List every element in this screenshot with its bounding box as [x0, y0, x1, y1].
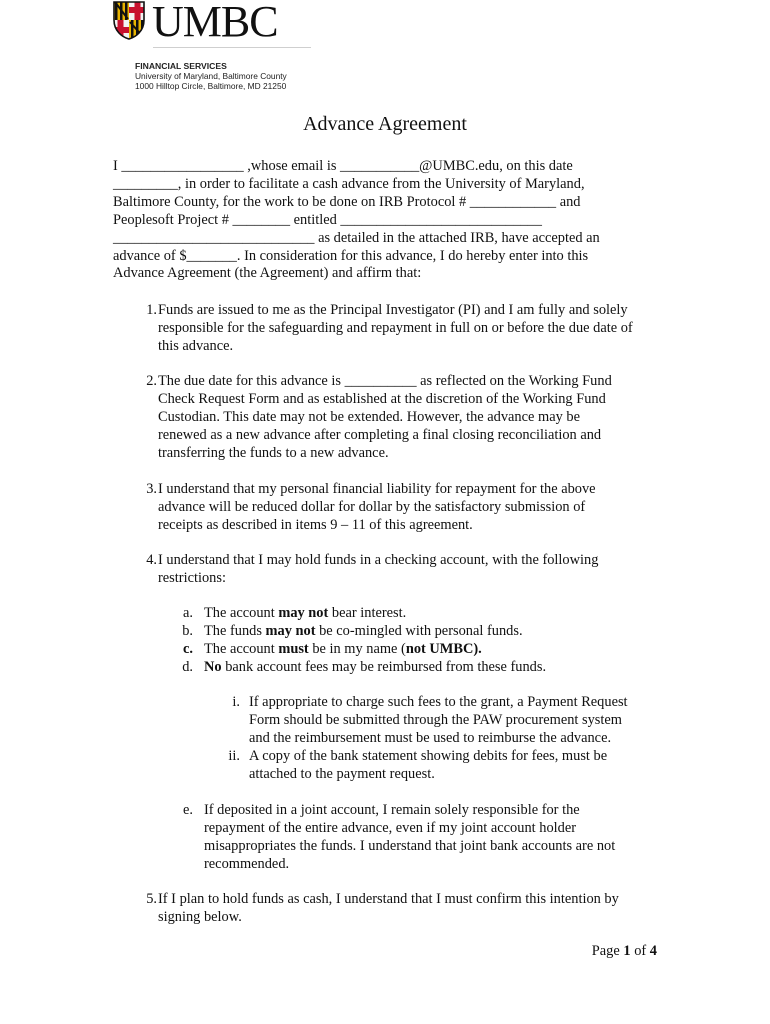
restriction-line: If deposited in a joint account, I remain solely responsible for the	[204, 802, 580, 818]
subitem-line: attached to the payment request.	[249, 765, 435, 782]
list-item	[158, 481, 668, 535]
restriction-line: repayment of the entire advance, even if my joint account holder	[204, 819, 577, 836]
restriction-line: misappropriates the funds. I understand that joint bank accounts are not	[204, 837, 616, 854]
page-label: Page	[591, 943, 620, 959]
intro-line: ____________________________ as detailed in the attached IRB, have accepted an	[113, 229, 600, 246]
restriction-text: The funds	[204, 623, 266, 639]
intro-line: Peoplesoft Project # ________ entitled ____________________________	[113, 211, 542, 228]
item-line: transferring the funds to a new advance.	[158, 444, 389, 461]
restriction-line: recommended.	[204, 855, 290, 872]
restriction-item	[204, 659, 664, 677]
item-line: signing below.	[158, 908, 242, 925]
item-number: 3.	[146, 481, 157, 497]
intro-line: Advance Agreement (the Agreement) and affirm that:	[113, 265, 422, 282]
item-line: If I plan to hold funds as cash, I understand that I must confirm this intention by	[158, 891, 619, 907]
list-item	[158, 891, 668, 927]
item-number: 1.	[146, 302, 157, 318]
restriction-text: The account	[204, 641, 279, 657]
restriction-text: be in my name (	[308, 641, 406, 657]
restriction-emphasis: must	[278, 641, 309, 657]
item-line: this advance.	[158, 337, 234, 354]
item-line: I understand that my personal financial liability for repayment for the above	[158, 481, 596, 497]
item-line: advance will be reduced dollar for dollar by the satisfactory submission of	[158, 498, 586, 515]
restriction-letter: a.	[183, 605, 193, 621]
subitem-line: A copy of the bank statement showing debits for fees, must be	[249, 748, 608, 764]
restriction-text: be co-mingled with personal funds.	[315, 623, 523, 639]
restriction-letter: e.	[183, 802, 193, 818]
item-line: responsible for the safeguarding and repayment in full on or before the due date of	[158, 319, 633, 336]
maryland-shield-icon	[112, 0, 146, 40]
restriction-letter: c.	[183, 641, 193, 657]
intro-line: _________, in order to facilitate a cash advance from the University of Maryland,	[113, 175, 585, 192]
restriction-text: bear interest.	[328, 605, 407, 621]
item-number: 2.	[146, 373, 157, 389]
subitem-line: and the reimbursement must be used to reimburse the advance.	[249, 729, 612, 746]
department-name: FINANCIAL SERVICES	[135, 61, 227, 71]
restriction-letter: b.	[182, 623, 193, 639]
restriction-emphasis: may not	[278, 605, 329, 621]
item-line: renewed as a new advance after completing a final closing reconciliation and	[158, 426, 602, 443]
page-indicator	[592, 942, 657, 960]
item-line: I understand that I may hold funds in a checking account, with the following	[158, 552, 599, 568]
list-item	[158, 373, 668, 463]
intro-line: advance of $_______. In consideration for this advance, I do hereby enter into this	[113, 247, 589, 264]
restriction-item	[204, 605, 664, 623]
department-block	[135, 61, 287, 92]
umbc-logo	[112, 0, 278, 46]
subitem-number: i.	[232, 694, 240, 710]
document-title: Advance Agreement	[303, 113, 467, 135]
restriction-item	[204, 623, 664, 641]
restriction-emphasis: No	[204, 659, 222, 675]
page-number: 1	[623, 943, 631, 959]
item-line: restrictions:	[158, 569, 226, 586]
item-line: Funds are issued to me as the Principal Investigator (PI) and I am fully and solely	[158, 302, 628, 318]
university-name: University of Maryland, Baltimore County	[135, 71, 287, 82]
subitem-line: If appropriate to charge such fees to the grant, a Payment Request	[249, 694, 628, 710]
intro-line: I _________________ ,whose email is ___________@UMBC.edu, on this date	[113, 158, 573, 174]
header-divider	[153, 47, 311, 48]
item-number: 4.	[146, 552, 157, 568]
restriction-emphasis: may not	[265, 623, 316, 639]
university-address: 1000 Hilltop Circle, Baltimore, MD 21250	[135, 81, 287, 92]
page-total: 4	[649, 943, 657, 959]
restriction-emphasis: not UMBC).	[405, 641, 482, 657]
item-line: Check Request Form and as established at the discretion of the Working Fund	[158, 390, 606, 407]
logo-wordmark: UMBC	[152, 0, 278, 46]
subitem	[249, 748, 664, 784]
item-line: Custodian. This date may not be extended. However, the advance may be	[158, 408, 580, 425]
of-label: of	[634, 943, 647, 959]
item-line: receipts as described in items 9 – 11 of this agreement.	[158, 516, 473, 533]
intro-paragraph	[113, 158, 663, 283]
list-item	[158, 552, 668, 588]
restriction-text: The account	[204, 605, 279, 621]
subitem	[249, 694, 664, 748]
subitem-line: Form should be submitted through the PAW procurement system	[249, 711, 622, 728]
subitem-number: ii.	[228, 748, 240, 764]
intro-line: Baltimore County, for the work to be done on IRB Protocol # ____________ and	[113, 193, 581, 210]
item-number: 5.	[146, 891, 157, 907]
restriction-item	[204, 802, 664, 874]
restriction-item	[204, 641, 664, 659]
restriction-text: bank account fees may be reimbursed from these funds.	[221, 659, 547, 675]
list-item	[158, 302, 668, 356]
restriction-letter: d.	[182, 659, 193, 675]
item-line: The due date for this advance is __________ as reflected on the Working Fund	[158, 373, 612, 389]
